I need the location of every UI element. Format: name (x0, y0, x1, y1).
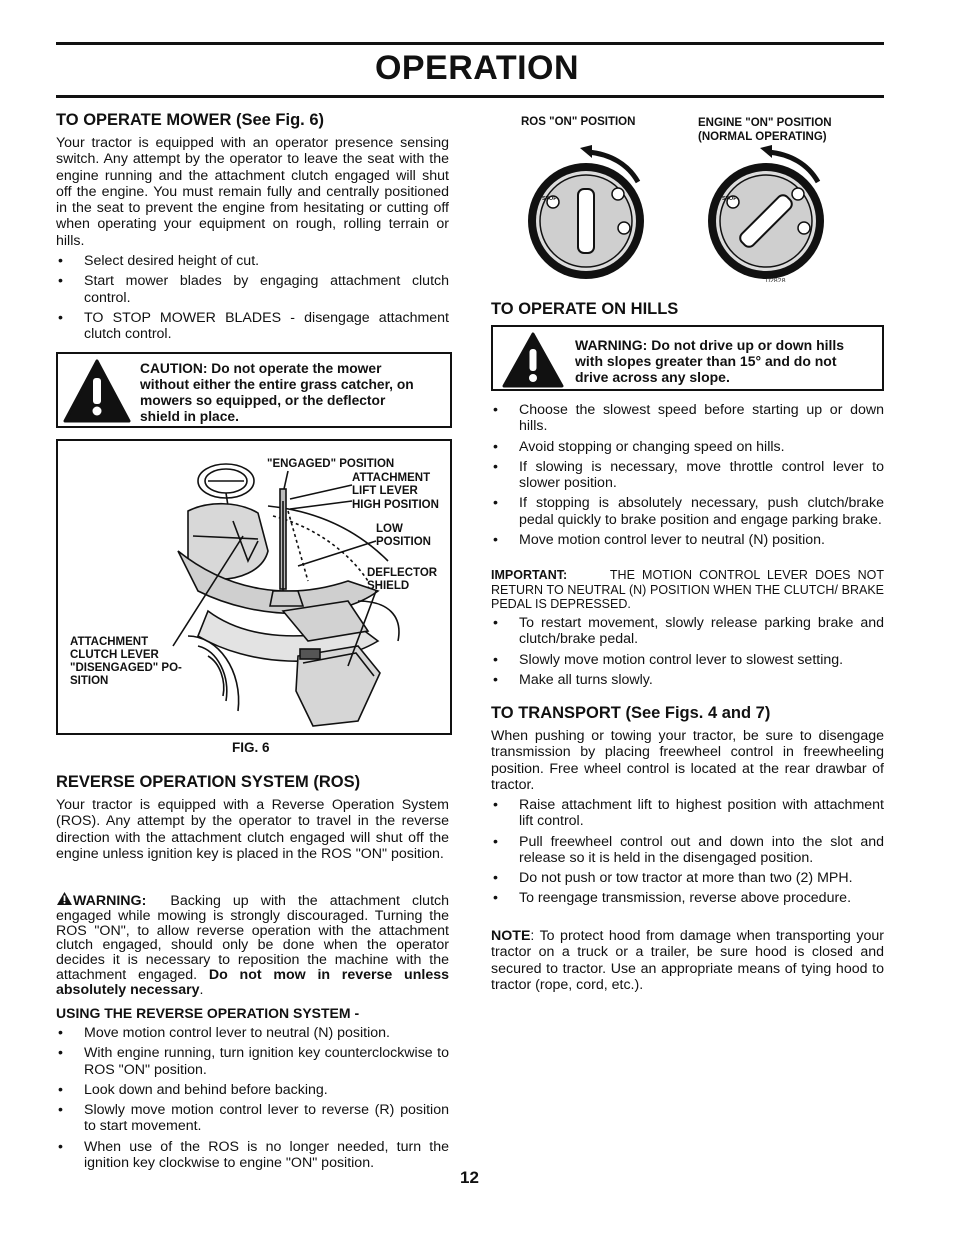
warning-triangle-icon (56, 891, 73, 906)
ros-warning (56, 891, 449, 998)
ros-warning-text: Backing up with the attachment clutch engaged while mowing is strongly discouraged. Turning the ROS "ON", to allow reverse operation with the attachment clutch engaged, should only be done when the operator decides it is necessary to reposition the machine with the attachment engaged. (56, 893, 449, 983)
hills-bullets (491, 402, 884, 552)
ros-warning-end: . (199, 981, 204, 998)
transport-heading: TO TRANSPORT (See Figs. 4 and 7) (491, 704, 771, 722)
label-low-2: POSITION (376, 536, 431, 548)
stop-label: STOP (542, 196, 557, 202)
list-item: • With engine running, turn ignition key counterclockwise to ROS "ON" position. (56, 1045, 449, 1078)
important-label: IMPORTANT: (491, 568, 568, 582)
figure-code: 02828 (766, 278, 786, 282)
transport-note (491, 928, 884, 993)
caution-text: CAUTION: Do not operate the mower without either the entire grass catcher, on mowers so equipped, or the deflector shield in place. (140, 361, 414, 424)
warning-triangle-icon (501, 331, 565, 389)
using-ros-bullets (56, 1025, 449, 1175)
important-note (491, 568, 884, 612)
hills-heading: TO OPERATE ON HILLS (491, 300, 679, 318)
list-item: • Make all turns slowly. (491, 672, 884, 688)
hills-warning-box (491, 325, 884, 391)
top-rule (56, 42, 884, 45)
important-text: THE MOTION CONTROL LEVER DOES NOT RETURN TO NEUTRAL (N) POSITION WHEN THE CLUTCH/ BRAKE PEDAL IS DEPRESSED. (491, 568, 884, 611)
label-clutch-2: CLUTCH LEVER (70, 649, 159, 661)
ros-on-label: ROS "ON" POSITION (521, 116, 636, 128)
operate-mower-heading: TO OPERATE MOWER (See Fig. 6) (56, 111, 324, 129)
title-rule (56, 95, 884, 98)
list-item: • Move motion control lever to neutral (N) position. (491, 532, 884, 548)
label-deflector-1: DEFLECTOR (367, 567, 438, 579)
list-item: • Raise attachment lift to highest position with attachment lift control. (491, 797, 884, 830)
ros-warning-bold: Do not mow in reverse unless absolutely necessary (56, 966, 449, 998)
list-item: • Move motion control lever to neutral (N) position. (56, 1025, 449, 1041)
list-item: • TO STOP MOWER BLADES - disengage attachment clutch control. (56, 310, 449, 343)
label-clutch-3: "DISENGAGED" PO- (70, 662, 182, 674)
list-item: • If slowing is necessary, move throttle control lever to slower position. (491, 459, 884, 492)
label-low-1: LOW (376, 523, 403, 535)
stop-label: STOP (722, 196, 737, 202)
operate-mower-body: Your tractor is equipped with an operator presence sensing switch. Any attempt by the operator to leave the seat with the engine running and the attachment clutch engaged will shut off the engine. You must remain fully and centrally positioned in the seat to prevent the engine from hesitating or cutting off when operating your equipment on rough, rolling terrain or hills. (56, 135, 449, 249)
label-clutch-1: ATTACHMENT (70, 636, 149, 648)
operate-mower-bullets (56, 253, 449, 346)
figure-6 (56, 439, 452, 735)
hills-bullets-2 (491, 615, 884, 692)
list-item: • To restart movement, slowly release parking brake and clutch/brake pedal. (491, 615, 884, 648)
label-deflector-2: SHIELD (367, 580, 410, 592)
list-item: • Choose the slowest speed before starting up or down hills. (491, 402, 884, 435)
caution-box (56, 352, 452, 428)
page-title: OPERATION (374, 49, 580, 87)
ignition-switch-engine-on-illustration (700, 142, 840, 282)
using-ros-heading: USING THE REVERSE OPERATION SYSTEM - (56, 1005, 360, 1021)
warning-triangle-icon (62, 358, 132, 424)
list-item: • When use of the ROS is no longer needed, turn the ignition key clockwise to engine "ON" position. (56, 1139, 449, 1172)
ros-body: Your tractor is equipped with a Reverse Operation System (ROS). Any attempt by the operator to travel in the reverse direction with the attachment clutch engaged will shut off the engine unless ignition key is placed in the ROS "ON" position. (56, 797, 449, 862)
list-item: • Do not push or tow tractor at more than two (2) MPH. (491, 870, 884, 886)
transport-body: When pushing or towing your tractor, be sure to disengage transmission by placing freewheel control in freewheeling position. Free wheel control is located at the rear drawbar of tractor. (491, 728, 884, 793)
list-item: • Avoid stopping or changing speed on hills. (491, 439, 884, 455)
label-clutch-4: SITION (70, 675, 109, 687)
label-lift-high-3: HIGH POSITION (352, 499, 439, 511)
note-label: NOTE (491, 928, 531, 944)
engine-on-label-1: ENGINE "ON" POSITION (698, 117, 832, 129)
list-item: • Pull freewheel control out and down into the slot and release so it is held in the disengaged position. (491, 834, 884, 867)
list-item: • To reengage transmission, reverse above procedure. (491, 890, 884, 906)
label-lift-high-1: ATTACHMENT (352, 472, 431, 484)
hills-warning-text: WARNING: Do not drive up or down hills with slopes greater than 15° and do not drive across any slope. (575, 337, 845, 385)
figure-6-caption: FIG. 6 (232, 740, 270, 755)
list-item: • Slowly move motion control lever to slowest setting. (491, 652, 884, 668)
note-text: : To protect hood from damage when transporting your tractor on a truck or a trailer, be sure hood is closed and secured to tractor. Use an appropriate means of tying hood to tractor (rope, cord, etc.). (491, 928, 884, 993)
list-item: • Slowly move motion control lever to reverse (R) position to start movement. (56, 1102, 449, 1135)
transport-bullets (491, 797, 884, 911)
label-lift-high-2: LIFT LEVER (352, 485, 418, 497)
engine-on-label-2: (NORMAL OPERATING) (698, 131, 827, 143)
ignition-switch-ros-illustration (520, 142, 650, 282)
list-item: • Look down and behind before backing. (56, 1082, 449, 1098)
list-item: • If stopping is absolutely necessary, push clutch/brake pedal quickly to brake position and engage parking brake. (491, 495, 884, 528)
label-engaged: "ENGAGED" POSITION (267, 458, 395, 470)
list-item: • Select desired height of cut. (56, 253, 449, 269)
page-number: 12 (460, 1168, 479, 1187)
ros-heading: REVERSE OPERATION SYSTEM (ROS) (56, 773, 361, 791)
ros-warning-label: WARNING: (73, 893, 147, 909)
list-item: • Start mower blades by engaging attachment clutch control. (56, 273, 449, 306)
